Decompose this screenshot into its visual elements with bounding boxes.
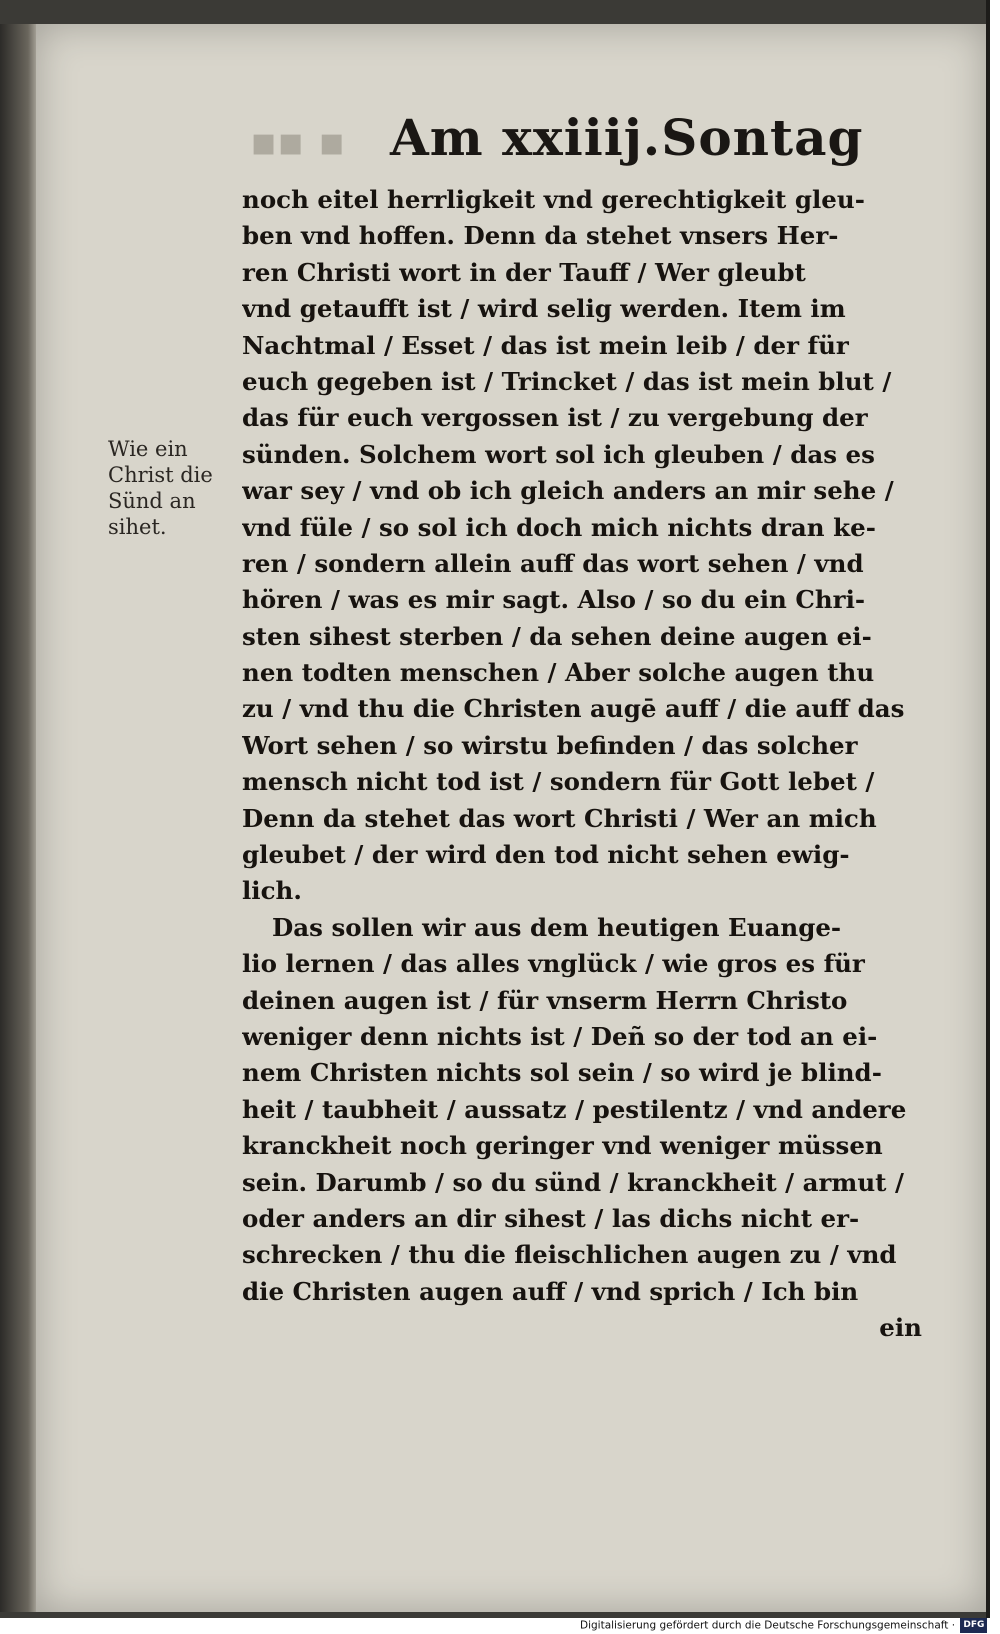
text-line: nen todten menschen / Aber solche augen thu [242, 658, 875, 688]
dfg-logo: DFG [960, 1618, 987, 1633]
text-line: hören / was es mir sagt. Also / so du ein Chri- [242, 585, 866, 615]
text-line: ren Christi wort in der Tauff / Wer gleubt [242, 257, 806, 287]
page-header: Am xxiiij.Sontag [390, 108, 864, 167]
text-line: sein. Darumb / so du sünd / kranckheit / armut / [242, 1167, 904, 1197]
text-line: sten sihest sterben / da sehen deine augen ei- [242, 621, 872, 651]
text-line: sünden. Solchem wort sol ich gleuben / das es [242, 439, 875, 469]
marginal-line: sihet. [108, 515, 167, 539]
text-line: lio lernen / das alles vnglück / wie gros es für [242, 949, 865, 979]
text-line: ren / sondern allein auff das wort sehen / vnd [242, 548, 864, 578]
text-line: ben vnd hoffen. Denn da stehet vnsers Her- [242, 221, 839, 251]
marginal-note [108, 436, 236, 540]
digitization-footer: Digitalisierung gefördert durch die Deutsche Forschungsgemeinschaft · DFG [580, 1618, 1000, 1633]
text-line: kranckheit noch geringer vnd weniger müssen [242, 1131, 883, 1161]
book-spine [0, 24, 40, 1612]
text-line: lich. [242, 876, 302, 906]
paragraph-start-line: Das sollen wir aus dem heutigen Euange- [272, 912, 842, 942]
text-line: gleubet / der wird den tod nicht sehen ewig- [242, 840, 850, 870]
page-edge [986, 0, 990, 1618]
footer-credit: Digitalisierung gefördert durch die Deutsche Forschungsgemeinschaft [580, 1619, 949, 1632]
marginal-line: Wie ein [108, 437, 188, 461]
text-line: euch gegeben ist / Trincket / das ist mein blut / [242, 366, 892, 396]
text-line: Nachtmal / Esset / das ist mein leib / der für [242, 330, 849, 360]
marginal-line: Sünd an [108, 489, 196, 513]
marginal-line: Christ die [108, 463, 213, 487]
text-line: heit / taubheit / aussatz / pestilentz / vnd andere [242, 1094, 907, 1124]
bleed-through-ornament: ▪▪ ▪ [250, 118, 346, 165]
text-line: oder anders an dir sihest / las dichs nicht er- [242, 1203, 860, 1233]
text-line: war sey / vnd ob ich gleich anders an mir sehe / [242, 476, 894, 506]
text-line: weniger denn nichts ist / Deñ so der tod an ei- [242, 1021, 878, 1051]
body-text [242, 182, 932, 1347]
text-line: nem Christen nichts sol sein / so wird je blind- [242, 1058, 882, 1088]
text-line: das für euch vergossen ist / zu vergebung der [242, 403, 868, 433]
text-line: vnd getaufft ist / wird selig werden. Item im [242, 294, 846, 324]
catchword: ein [879, 1313, 922, 1343]
text-line: noch eitel herrligkeit vnd gerechtigkeit gleu- [242, 185, 865, 214]
text-line: Wort sehen / so wirstu befinden / das solcher [242, 730, 858, 760]
text-line: vnd füle / so sol ich doch mich nichts dran ke- [242, 512, 876, 542]
text-line: die Christen augen auff / vnd sprich / Ich bin [242, 1276, 859, 1306]
text-line: schrecken / thu die fleischlichen augen zu / vnd [242, 1240, 897, 1270]
text-line: Denn da stehet das wort Christi / Wer an mich [242, 803, 877, 833]
text-line: deinen augen ist / für vnserm Herrn Christo [242, 985, 848, 1015]
text-line: zu / vnd thu die Christen augē auff / die auff das [242, 694, 905, 724]
text-line: mensch nicht tod ist / sondern für Gott lebet / [242, 767, 875, 797]
